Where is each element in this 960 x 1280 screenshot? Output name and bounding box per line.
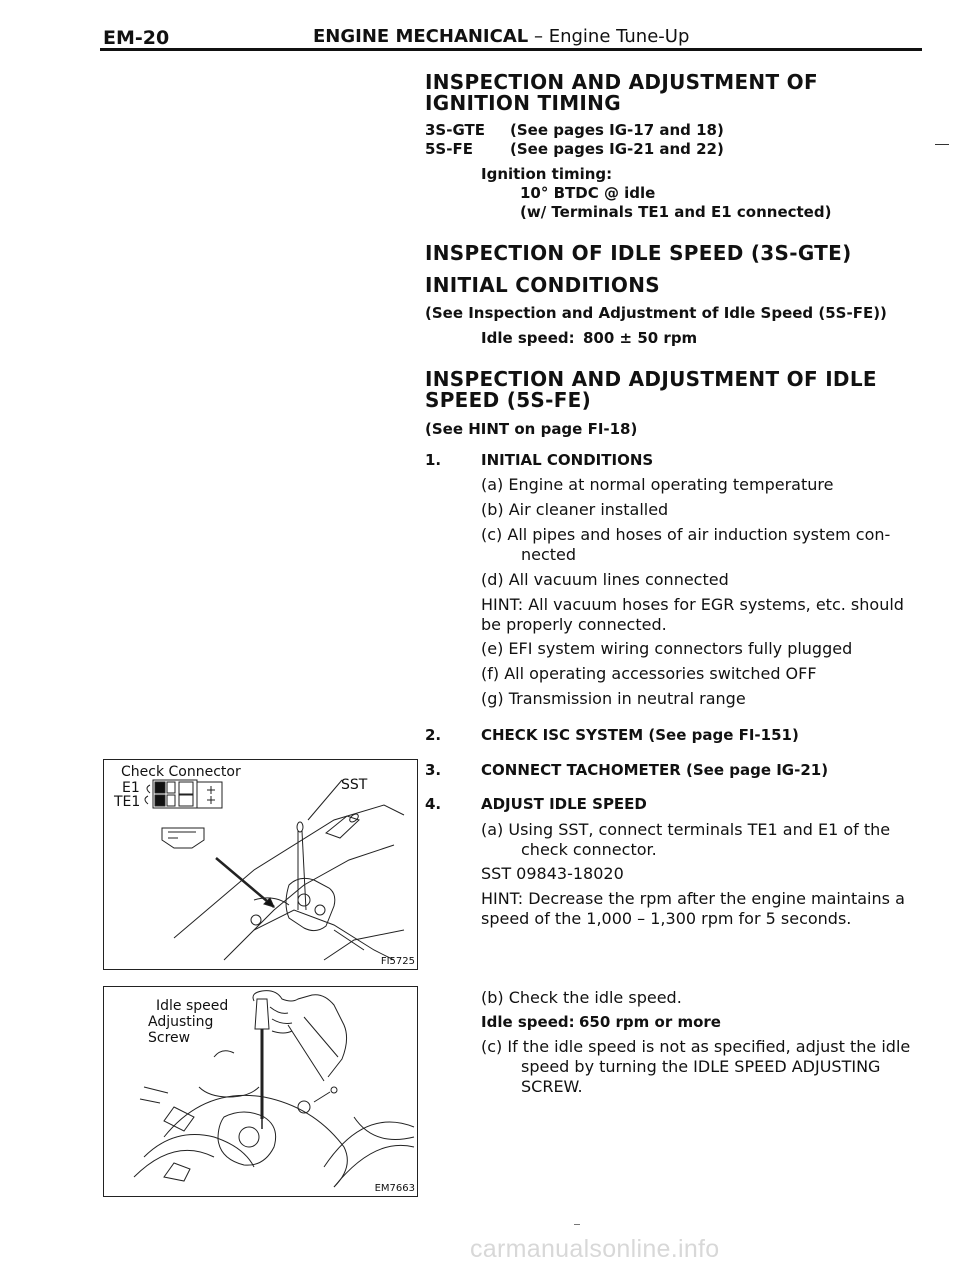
step4-hint-line1: HINT: Decrease the rpm after the engine maintains a xyxy=(481,889,905,908)
step1-hint-line1: HINT: All vacuum hoses for EGR systems, etc. should xyxy=(481,595,904,614)
step1-title: INITIAL CONDITIONS xyxy=(481,451,654,469)
step1-item-b: (b) Air cleaner installed xyxy=(481,500,669,519)
footer-watermark: carmanualsonline.info xyxy=(470,1235,720,1263)
ignition-spec-note: (w/ Terminals TE1 and E1 connected) xyxy=(520,203,832,221)
step3-number: 3. xyxy=(425,761,442,779)
figure1-label: Check Connector xyxy=(121,764,241,780)
step4-item-b: (b) Check the idle speed. xyxy=(481,988,682,1007)
idle3sgte-ref: (See Inspection and Adjustment of Idle Speed (5S-FE)) xyxy=(425,304,887,322)
ignition-title-1: INSPECTION AND ADJUSTMENT OF xyxy=(425,70,818,94)
idle-screw-illustration xyxy=(104,987,417,1196)
figure2-label-line1: Idle speed xyxy=(156,998,229,1014)
figure1-code: FI5725 xyxy=(380,956,415,967)
idle5sfe-title-1: INSPECTION AND ADJUSTMENT OF IDLE xyxy=(425,367,877,391)
step1-item-c-line2: nected xyxy=(521,545,577,564)
ignition-ref2-model: 5S-FE xyxy=(425,140,473,158)
ignition-spec-value: 10° BTDC @ idle xyxy=(520,184,656,202)
step4-spec-label: Idle speed: xyxy=(481,1013,575,1031)
figure2-code: EM7663 xyxy=(374,1183,415,1194)
ignition-title-2: IGNITION TIMING xyxy=(425,91,621,115)
check-connector-illustration xyxy=(104,760,417,969)
header-rule xyxy=(100,48,922,51)
step1-item-e: (e) EFI system wiring connectors fully plugged xyxy=(481,639,853,658)
ignition-ref2-text: (See pages IG-21 and 22) xyxy=(510,140,724,158)
ignition-ref1-model: 3S-GTE xyxy=(425,121,485,139)
step1-item-f: (f) All operating accessories switched OFF xyxy=(481,664,817,683)
idle5sfe-title-2: SPEED (5S-FE) xyxy=(425,388,592,412)
footer-mark xyxy=(574,1224,580,1225)
step4-title: ADJUST IDLE SPEED xyxy=(481,795,647,813)
figure2-label-line3: Screw xyxy=(148,1030,191,1046)
step2-number: 2. xyxy=(425,726,442,744)
step1-hint-line2: be properly connected. xyxy=(481,615,667,634)
page-code: EM-20 xyxy=(103,27,170,49)
step4-item-a-line2: check connector. xyxy=(521,840,657,859)
step4-item-a-line1: (a) Using SST, connect terminals TE1 and E1 of the xyxy=(481,820,891,839)
margin-mark xyxy=(935,144,949,145)
idle3sgte-spec-value: 800 ± 50 rpm xyxy=(583,329,698,347)
step1-item-a: (a) Engine at normal operating temperature xyxy=(481,475,834,494)
section-name: ENGINE MECHANICAL xyxy=(313,26,529,47)
check-connector-figure xyxy=(103,759,418,970)
step4-number: 4. xyxy=(425,795,442,813)
step4-hint-line2: speed of the 1,000 – 1,300 rpm for 5 seconds. xyxy=(481,909,852,928)
figure2-label-line2: Adjusting xyxy=(148,1014,214,1030)
ignition-spec-label: Ignition timing: xyxy=(481,165,613,183)
header-separator: – xyxy=(528,26,549,47)
page-header-title xyxy=(313,26,689,47)
figure1-sst-label: SST xyxy=(341,777,368,793)
subsection-name: Engine Tune-Up xyxy=(548,26,690,47)
figure1-te1-label: TE1 xyxy=(114,794,141,810)
step1-item-g: (g) Transmission in neutral range xyxy=(481,689,746,708)
step1-item-d: (d) All vacuum lines connected xyxy=(481,570,729,589)
idle5sfe-ref: (See HINT on page FI-18) xyxy=(425,420,638,438)
figure1-e1-label: E1 xyxy=(122,780,140,796)
idle3sgte-title-2: INITIAL CONDITIONS xyxy=(425,273,660,297)
step4-sst: SST 09843-18020 xyxy=(481,864,624,883)
step1-number: 1. xyxy=(425,451,442,469)
step4-spec-value: 650 rpm or more xyxy=(579,1013,721,1031)
step4-item-c-line1: (c) If the idle speed is not as specified, adjust the idle xyxy=(481,1037,911,1056)
step2-text: CHECK ISC SYSTEM (See page FI-151) xyxy=(481,726,799,744)
step1-item-c-line1: (c) All pipes and hoses of air induction system con- xyxy=(481,525,891,544)
idle3sgte-spec-label: Idle speed: xyxy=(481,329,575,347)
step3-text: CONNECT TACHOMETER (See page IG-21) xyxy=(481,761,829,779)
step4-item-c-line2: speed by turning the IDLE SPEED ADJUSTING xyxy=(521,1057,881,1076)
step4-item-c-line3: SCREW. xyxy=(521,1077,583,1096)
idle-screw-figure xyxy=(103,986,418,1197)
idle3sgte-title-1: INSPECTION OF IDLE SPEED (3S-GTE) xyxy=(425,241,852,265)
ignition-ref1-text: (See pages IG-17 and 18) xyxy=(510,121,724,139)
